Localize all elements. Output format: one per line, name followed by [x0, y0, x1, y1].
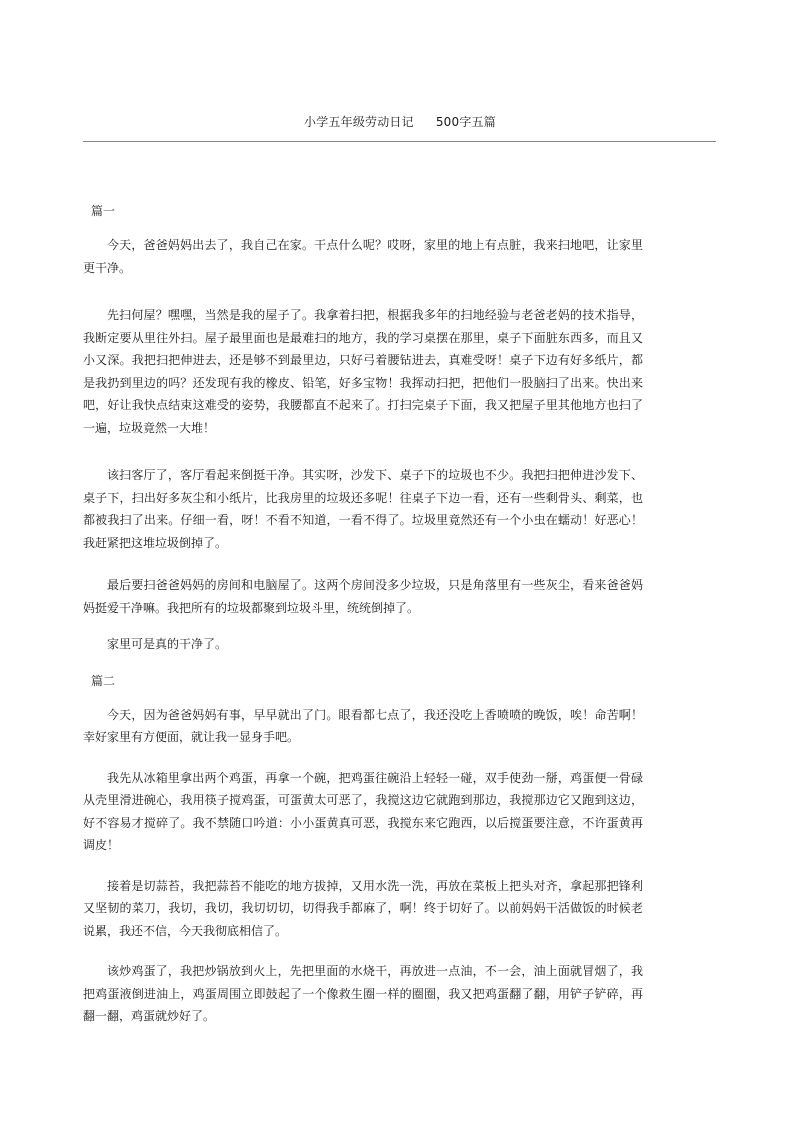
header-divider [83, 141, 716, 142]
title-word-count: 500 [435, 115, 460, 129]
document-body [83, 200, 643, 1028]
paragraph: 先扫何屋？嘿嘿，当然是我的屋子了。我拿着扫把，根据我多年的扫地经验与老爸老妈的技术指导，我断定要从里往外扫。屋子最里面也是最难扫的地方，我的学习桌摆在那里，桌子下面脏东西多，而且又小又深。我把扫把伸进去，还是够不到最里边，只好弓着腰钻进去，真难受呀！桌子下边有好多纸片，都是我扔到里边的吗？还发现有我的橡皮、铅笔，好多宝物！我挥动扫把，把他们一股脑扫了出来。快出来吧，好让我快点结束这难受的姿势，我腰都直不起来了。打扫完桌子下面，我又把屋子里其他地方也扫了一遍，垃圾竟然一大堆！ [83, 308, 643, 435]
paragraph: 我先从冰箱里拿出两个鸡蛋，再拿一个碗，把鸡蛋往碗沿上轻轻一碰，双手使劲一掰，鸡蛋便一骨碌从壳里滑进碗心，我用筷子搅鸡蛋，可蛋黄太可恶了，我搅这边它就跑到那边，我搅那边它又跑到这边，好不容易才搅碎了。我不禁随口吟道：小小蛋黄真可恶，我搅东来它跑西，以后搅蛋要注意，不许蛋黄再调皮！ [83, 770, 643, 852]
paragraph: 该扫客厅了，客厅看起来倒挺干净。其实呀，沙发下、桌子下的垃圾也不少。我把扫把伸进沙发下、桌子下，扫出好多灰尘和小纸片，比我房里的垃圾还多呢！往桌子下边一看，还有一些剩骨头、剩菜，也都被我扫了出来。仔细一看，呀！不看不知道，一看不得了。垃圾里竟然还有一个小虫在蠕动！好恶心！我赶紧把这堆垃圾倒掉了。 [83, 468, 643, 550]
page-title [0, 113, 800, 130]
paragraph: 家里可是真的干净了。 [107, 637, 228, 651]
section-heading: 篇一 [91, 204, 116, 218]
paragraph: 今天，爸爸妈妈出去了，我自己在家。干点什么呢？哎呀，家里的地上有点脏，我来扫地吧，让家里更干净。 [83, 238, 643, 275]
title-suffix: 字五篇 [459, 115, 496, 129]
section-heading: 篇二 [91, 673, 116, 688]
paragraph: 接着是切蒜苔，我把蒜苔不能吃的地方拔掉，又用水洗一洗，再放在菜板上把头对齐，拿起那把锋利又坚韧的菜刀，我切，我切，我切切切，切得我手都麻了，啊！终于切好了。以前妈妈干活做饭的时候老说累，我还不信，今天我彻底相信了。 [83, 878, 643, 938]
paragraph: 最后要扫爸爸妈妈的房间和电脑屋了。这两个房间没多少垃圾，只是角落里有一些灰尘，看来爸爸妈妈挺爱干净嘛。我把所有的垃圾都聚到垃圾斗里，统统倒掉了。 [83, 578, 643, 615]
paragraph: 今天，因为爸爸妈妈有事，早早就出了门。眼看都七点了，我还没吃上香喷喷的晚饭，唉！命苦啊！幸好家里有方便面，就让我一显身手吧。 [83, 707, 643, 744]
title-text: 小学五年级劳动日记 [304, 115, 414, 129]
paragraph: 该炒鸡蛋了，我把炒锅放到火上，先把里面的水烧干，再放进一点油，不一会，油上面就冒烟了，我把鸡蛋液倒进油上，鸡蛋周围立即鼓起了一个像救生圈一样的圈圈，我又把鸡蛋翻了翻，用铲子铲碎，再翻一翻，鸡蛋就炒好了。 [83, 964, 643, 1023]
section-2 [83, 670, 643, 1028]
section-1 [83, 200, 643, 656]
